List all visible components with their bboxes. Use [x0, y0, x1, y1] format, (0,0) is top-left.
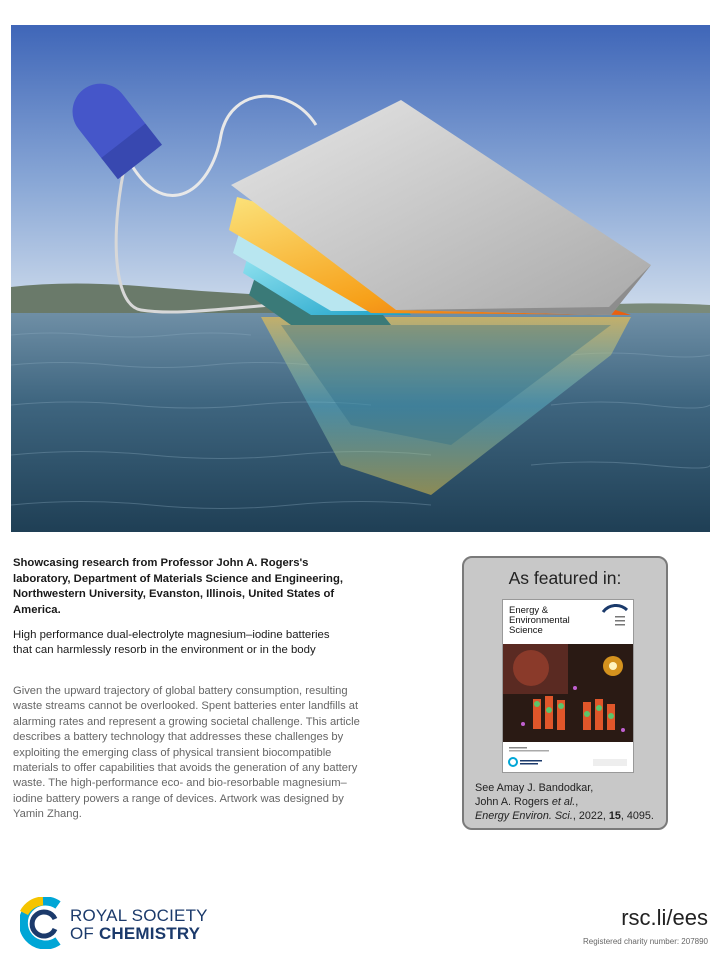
journal-cover-art — [503, 644, 633, 742]
article-summary: Given the upward trajectory of global battery consumption, resulting waste streams cannot be overlooked. Spent batteries enter landfills at alarming rates and represent a growing societal challenge. This article describes a battery technology that addresses these challenges by exploiting the emerging class of physical transient biocompatible materials to offer capabilities that avoids the generation of any battery waste. The high-performance eco- and bio-resorbable magnesium–iodine battery powers a range of devices. Artwork was designed by Yamin Zhang. — [13, 685, 360, 821]
charity-number: Registered charity number: 207890 — [583, 937, 708, 946]
journal-url-link[interactable]: rsc.li/ees — [621, 905, 708, 930]
journal-emblem — [599, 604, 629, 634]
journal-title-line1: Energy & — [509, 605, 549, 616]
journal-title-line2: Environmental — [509, 614, 570, 626]
rsc-line2-chemistry: CHEMISTRY — [98, 924, 201, 943]
ref-pages: , 4095. — [620, 810, 654, 822]
featured-title: As featured in: — [508, 568, 622, 588]
ref-journal: Energy Environ. Sci. — [475, 810, 573, 822]
journal-cover-footer — [503, 742, 633, 772]
ref-comma: , — [575, 796, 579, 808]
journal-title — [509, 606, 599, 635]
rsc-wordmark — [70, 907, 208, 943]
journal-title-line3: Science — [509, 624, 543, 636]
rsc-logo-icon — [20, 897, 66, 949]
cover-artwork — [11, 25, 710, 532]
journal-cover[interactable] — [502, 599, 634, 773]
rsc-line2-of: OF — [70, 924, 99, 943]
featured-reference — [475, 781, 665, 823]
rsc-line1: ROYAL SOCIETY — [70, 906, 208, 925]
featured-in-box — [462, 556, 668, 830]
ref-et-al: et al. — [551, 796, 576, 808]
showcase-text: Showcasing research from Professor John A. Rogers's laboratory, Department of Materials Science and Engineering, Northwestern University, Evanston, Illinois, United States of America. — [13, 557, 343, 616]
ref-year: , 2022, — [572, 810, 609, 822]
article-subtitle: High performance dual-electrolyte magnesium–iodine batteries that can harmlessly resorb in the environment or in the body — [13, 629, 330, 657]
ref-authors-line1: See Amay J. Bandodkar, — [475, 782, 594, 794]
ref-authors-line2: John A. Rogers — [475, 796, 552, 808]
ref-volume: 15 — [608, 810, 621, 822]
